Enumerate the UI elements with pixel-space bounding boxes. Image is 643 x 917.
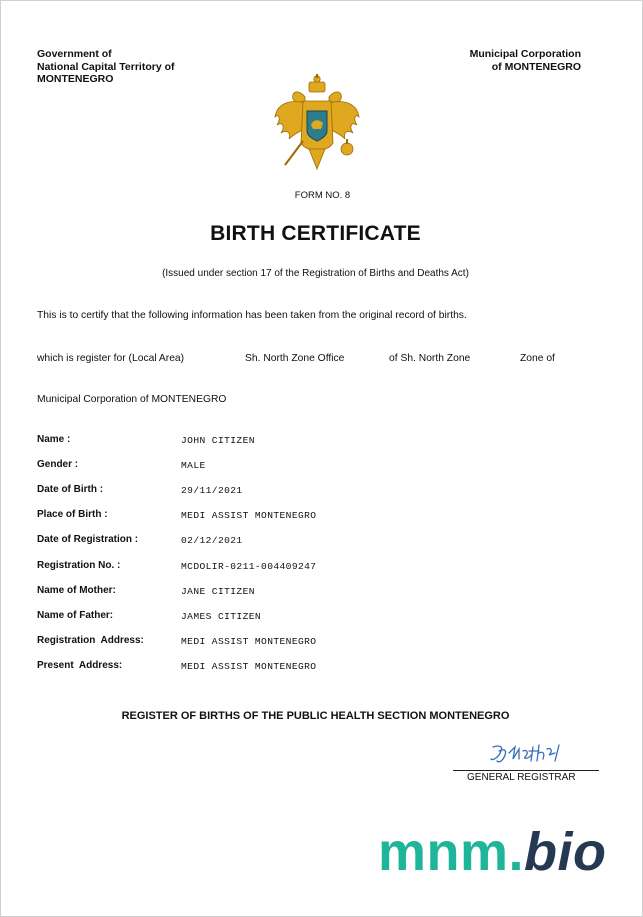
form-number: FORM NO. 8	[294, 190, 351, 201]
field-label: Date of Registration :	[37, 534, 139, 545]
field-name-of-father	[37, 610, 457, 624]
field-label: Registration Address:	[37, 635, 144, 646]
field-gender	[37, 459, 457, 473]
field-label: Place of Birth :	[37, 509, 108, 520]
field-value: JOHN CITIZEN	[181, 435, 255, 446]
field-present-address	[37, 660, 457, 674]
field-value: MEDI ASSIST MONTENEGRO	[181, 636, 317, 647]
municipal-header	[470, 48, 581, 73]
zone-office: Sh. North Zone Office	[245, 353, 345, 364]
field-value: MALE	[181, 460, 206, 471]
registrar-signature	[489, 741, 569, 767]
general-registrar-label: GENERAL REGISTRAR	[467, 772, 576, 783]
field-name-of-mother	[37, 585, 457, 599]
watermark-dot: .	[508, 822, 525, 882]
coat-of-arms-icon	[271, 73, 363, 177]
document-title: BIRTH CERTIFICATE	[210, 222, 421, 245]
field-registration-number	[37, 560, 457, 574]
municipal-line: of MONTENEGRO	[491, 60, 581, 73]
government-line: MONTENEGRO	[37, 73, 114, 85]
government-line: National Capital Territory of	[37, 60, 175, 73]
field-value: MCDOLIR-0211-004409247	[181, 561, 317, 572]
field-label: Present Address:	[37, 660, 123, 671]
field-value: 02/12/2021	[181, 535, 243, 546]
field-value: MEDI ASSIST MONTENEGRO	[181, 510, 317, 521]
field-label: Name :	[37, 434, 71, 445]
field-value: MEDI ASSIST MONTENEGRO	[181, 661, 317, 672]
field-label: Registration No. :	[37, 560, 121, 571]
field-value: 29/11/2021	[181, 485, 243, 496]
zone-of-text: Zone of	[520, 353, 555, 364]
municipal-line: Municipal Corporation	[469, 48, 581, 60]
field-date-of-birth	[37, 484, 457, 498]
local-area-text: which is register for (Local Area)	[37, 353, 185, 364]
zone-name: of Sh. North Zone	[389, 353, 471, 364]
watermark-part: bio	[524, 822, 607, 882]
municipal-corporation-line: Municipal Corporation of MONTENEGRO	[37, 394, 227, 405]
field-place-of-birth	[37, 509, 457, 523]
field-label: Name of Mother:	[37, 585, 116, 596]
field-date-of-registration	[37, 534, 457, 548]
signature-line	[453, 770, 599, 771]
watermark-part: mnm	[378, 822, 509, 882]
field-value: JAMES CITIZEN	[181, 611, 262, 622]
site-watermark	[378, 821, 607, 883]
certify-statement: This is to certify that the following information has been taken from the original record of births.	[37, 310, 467, 321]
government-header	[37, 48, 175, 86]
field-label: Gender :	[37, 459, 79, 470]
field-label: Date of Birth :	[37, 484, 104, 495]
register-footer: REGISTER OF BIRTHS OF THE PUBLIC HEALTH SECTION MONTENEGRO	[121, 710, 510, 722]
field-label: Name of Father:	[37, 610, 114, 621]
government-line: Government of	[37, 48, 112, 60]
field-registration-address	[37, 635, 457, 649]
field-value: JANE CITIZEN	[181, 586, 255, 597]
document-subtitle: (Issued under section 17 of the Registration of Births and Deaths Act)	[162, 268, 469, 279]
field-name	[37, 434, 457, 448]
